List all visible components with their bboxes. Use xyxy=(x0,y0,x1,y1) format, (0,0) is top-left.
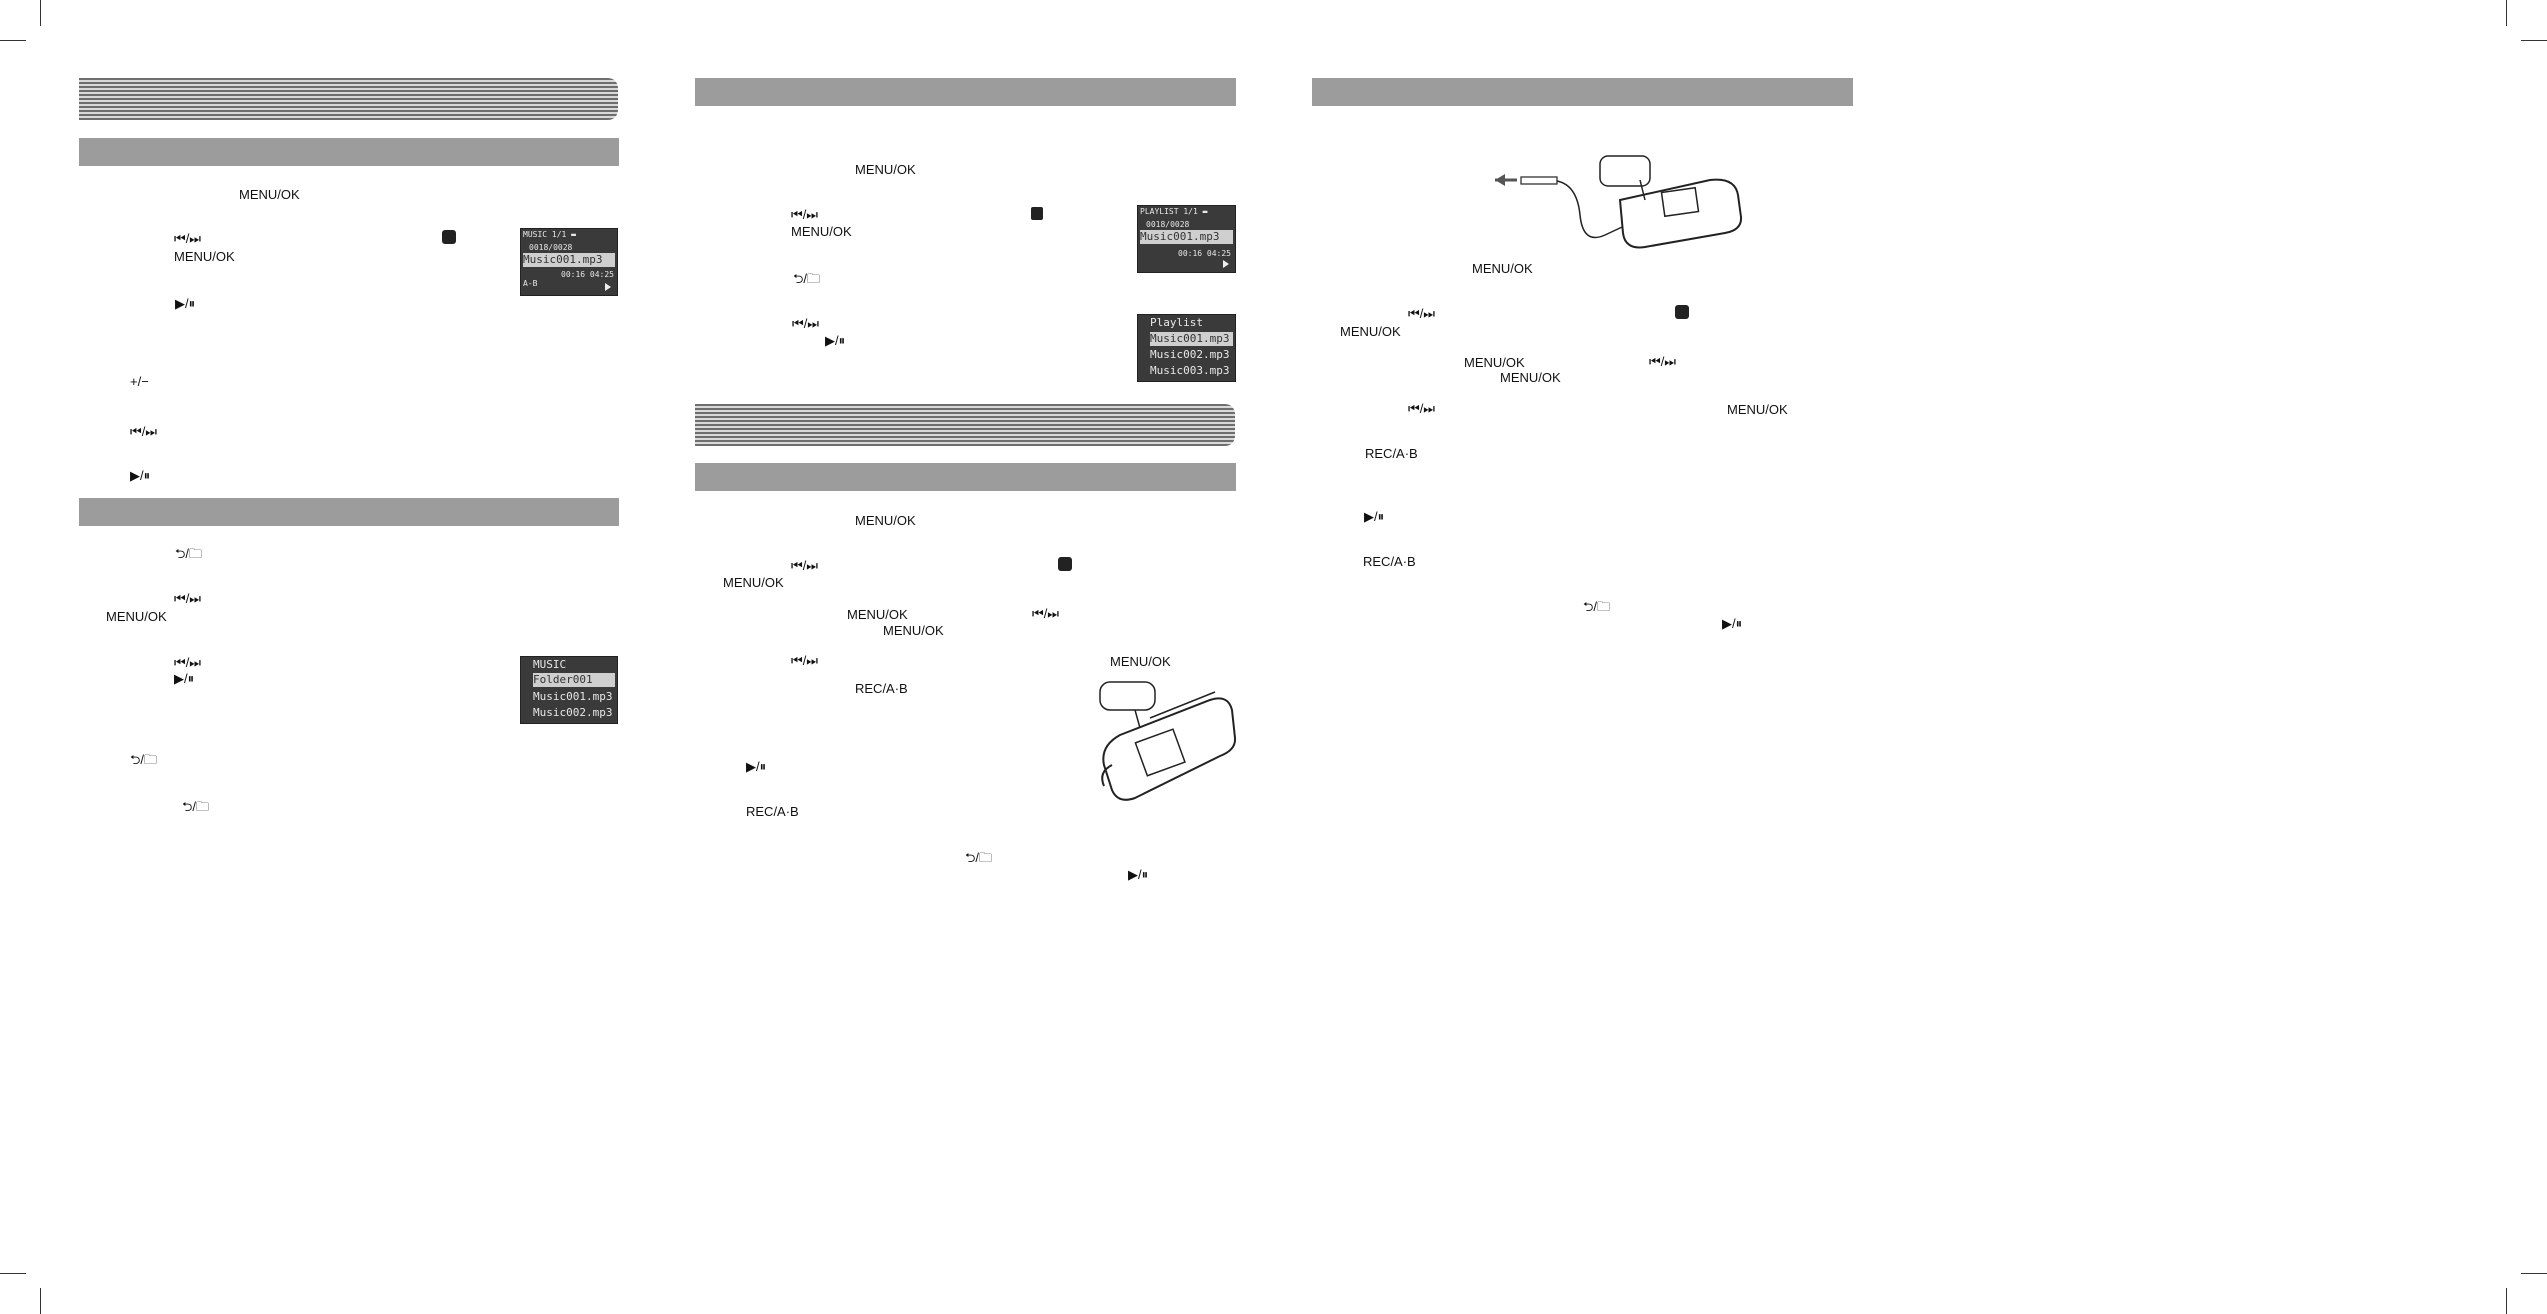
headphone-icon xyxy=(1675,305,1689,319)
playlist-icon xyxy=(1031,207,1043,220)
menu-ok-label: MENU/OK xyxy=(1727,402,1788,417)
menu-ok-label: MENU/OK xyxy=(855,162,916,177)
ab-indicator: A-B xyxy=(523,279,538,288)
play-icon xyxy=(605,283,611,291)
menu-ok-label: MENU/OK xyxy=(847,607,908,622)
menu-ok-label: MENU/OK xyxy=(791,224,852,239)
prev-next-label: ⏮/⏭ xyxy=(1408,401,1436,416)
prev-next-label: ⏮/⏭ xyxy=(791,207,819,222)
play-pause-label: ▶/⏸ xyxy=(1722,616,1743,631)
music-play-screen xyxy=(520,228,618,296)
browser-item: Music001.mp3 xyxy=(533,690,613,703)
crop-mark xyxy=(0,1273,26,1274)
play-pause-label: ▶/⏸ xyxy=(174,671,195,686)
prev-next-label: ⏮/⏭ xyxy=(174,231,202,246)
track-count: 0018/0028 xyxy=(1146,220,1190,229)
playlist-title: Playlist xyxy=(1150,316,1203,329)
screen-top-bar: PLAYLIST 1/1 ▬ xyxy=(1140,207,1208,216)
headphone-icon xyxy=(442,230,456,244)
subsection-bar-1 xyxy=(79,138,619,166)
menu-ok-label: MENU/OK xyxy=(883,623,944,638)
play-icon xyxy=(1223,260,1229,268)
crop-mark xyxy=(2521,1273,2547,1274)
playlist-item: Music002.mp3 xyxy=(1150,348,1230,361)
section-banner-2 xyxy=(695,404,1235,446)
menu-ok-label: MENU/OK xyxy=(723,575,784,590)
play-pause-label: ▶/⏸ xyxy=(746,759,767,774)
play-pause-label: ▶/⏸ xyxy=(130,468,151,483)
prev-next-label: ⏮/⏭ xyxy=(1408,306,1436,321)
menu-ok-label: MENU/OK xyxy=(855,513,916,528)
track-count: 0018/0028 xyxy=(529,243,573,252)
screen-top-bar: MUSIC 1/1 ▬ xyxy=(523,230,576,239)
track-time: 00:16 04:25 xyxy=(1178,249,1231,258)
crop-mark xyxy=(0,40,26,41)
playlist-item: Music001.mp3 xyxy=(1150,332,1233,346)
headphone-icon xyxy=(1058,557,1072,571)
back-folder-label: ⮌/🗀 xyxy=(182,799,210,814)
back-folder-label: ⮌/🗀 xyxy=(965,850,993,865)
folder-browser-screen xyxy=(520,656,618,724)
prev-next-label: ⏮/⏭ xyxy=(1032,606,1060,621)
track-filename: Music001.mp3 xyxy=(523,253,615,267)
crop-mark xyxy=(2506,1288,2507,1314)
play-pause-label: ▶/⏸ xyxy=(1364,509,1385,524)
rec-ab-label: REC/A·B xyxy=(1365,446,1418,461)
section-banner-1 xyxy=(79,78,618,120)
crop-mark xyxy=(40,0,41,26)
track-filename: Music001.mp3 xyxy=(1140,230,1233,244)
rec-ab-label: REC/A·B xyxy=(855,681,908,696)
browser-item: MUSIC xyxy=(533,658,567,671)
crop-mark xyxy=(2521,40,2547,41)
cable-connection-illustration xyxy=(1495,155,1755,250)
prev-next-label: ⏮/⏭ xyxy=(791,558,819,573)
play-pause-label: ▶/⏸ xyxy=(1128,867,1149,882)
menu-ok-label: MENU/OK xyxy=(1500,370,1561,385)
subsection-bar-4 xyxy=(695,463,1236,491)
menu-ok-label: MENU/OK xyxy=(239,187,300,202)
track-time: 00:16 04:25 xyxy=(561,270,614,279)
prev-next-label: ⏮/⏭ xyxy=(792,316,820,331)
subsection-bar-5 xyxy=(1312,78,1853,106)
prev-next-label: ⏮/⏭ xyxy=(174,655,202,670)
device-illustration xyxy=(1090,680,1240,805)
playlist-play-screen xyxy=(1137,205,1236,273)
subsection-bar-3 xyxy=(695,78,1236,106)
back-folder-label: ⮌/🗀 xyxy=(793,271,821,286)
back-folder-label: ⮌/🗀 xyxy=(130,752,158,767)
play-pause-label: ▶/⏸ xyxy=(825,333,846,348)
prev-next-label: ⏮/⏭ xyxy=(1649,354,1677,369)
volume-label: +/− xyxy=(130,374,149,389)
crop-mark xyxy=(2506,0,2507,26)
menu-ok-label: MENU/OK xyxy=(1472,261,1533,276)
crop-mark xyxy=(40,1288,41,1314)
menu-ok-label: MENU/OK xyxy=(106,609,167,624)
play-pause-label: ▶/⏸ xyxy=(175,296,196,311)
menu-ok-label: MENU/OK xyxy=(1340,324,1401,339)
rec-ab-label: REC/A·B xyxy=(1363,554,1416,569)
prev-next-label: ⏮/⏭ xyxy=(174,591,202,606)
browser-item: Music002.mp3 xyxy=(533,706,613,719)
back-folder-label: ⮌/🗀 xyxy=(175,546,203,561)
menu-ok-label: MENU/OK xyxy=(1464,355,1525,370)
playlist-item: Music003.mp3 xyxy=(1150,364,1230,377)
prev-next-label: ⏮/⏭ xyxy=(791,653,819,668)
menu-ok-label: MENU/OK xyxy=(1110,654,1171,669)
back-folder-label: ⮌/🗀 xyxy=(1583,599,1611,614)
subsection-bar-2 xyxy=(79,498,619,526)
prev-next-label: ⏮/⏭ xyxy=(130,424,158,439)
browser-item: Folder001 xyxy=(533,673,615,687)
rec-ab-label: REC/A·B xyxy=(746,804,799,819)
menu-ok-label: MENU/OK xyxy=(174,249,235,264)
playlist-screen xyxy=(1137,314,1236,382)
